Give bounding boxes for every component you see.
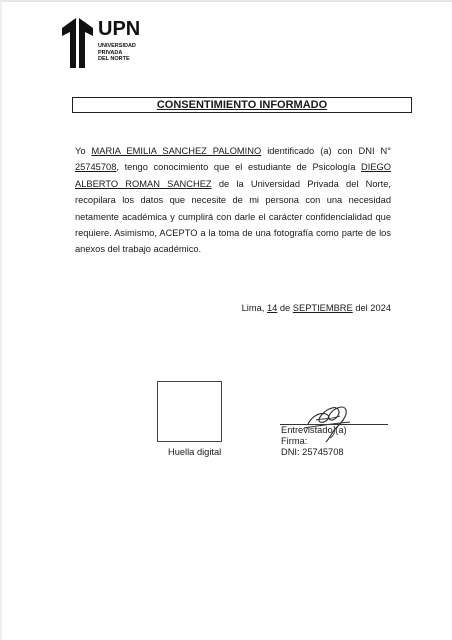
- firma-label: Firma:: [281, 436, 308, 446]
- signer-dni: DNI: 25745708: [281, 447, 344, 457]
- scan-edge-left: [0, 0, 2, 640]
- logo-brand: UPN: [98, 18, 141, 40]
- signature-block: [281, 425, 347, 458]
- consent-paragraph: [75, 143, 391, 258]
- upn-arrow-logo-icon: [62, 18, 96, 68]
- logo-subtitle: [98, 43, 158, 63]
- student-name: DIEGO ALBERTO ROMAN SANCHEZ: [75, 162, 391, 189]
- date-line: [241, 303, 391, 313]
- date-month: SEPTIEMBRE: [292, 303, 353, 313]
- participant-dni: 25745708: [75, 162, 117, 173]
- date-suffix: del 2024: [352, 303, 391, 313]
- thumbprint-label: Huella digital: [168, 447, 222, 457]
- thumbprint-box: [157, 381, 222, 442]
- title-box: [72, 97, 412, 113]
- logo-line-3: DEL NORTE: [98, 56, 130, 62]
- body-text-1: Yo: [75, 146, 92, 156]
- date-mid: de: [277, 303, 293, 313]
- signer-role: Entrevistado (a): [281, 425, 347, 435]
- scan-edge-top: [0, 0, 452, 2]
- body-text-4: de la Universidad Privada del Norte, recopilara los datos que necesite de mi persona con una necesidad netamente académica y cumplirá con darle el carácter confidencialidad que requiere. Asimismo, ACEPTO a la toma de una fotografía como parte de los anexos del trabajo académico.: [75, 178, 391, 255]
- date-day: 14: [266, 303, 278, 313]
- upn-logo: [62, 18, 182, 70]
- date-prefix: Lima,: [241, 303, 267, 313]
- participant-name: MARIA EMILIA SANCHEZ PALOMINO: [91, 146, 262, 156]
- body-text-3: , tengo conocimiento que el estudiante de Psicología: [116, 162, 362, 173]
- logo-line-2: PRIVADA: [98, 49, 123, 56]
- document-title: CONSENTIMIENTO INFORMADO: [156, 99, 328, 111]
- logo-line-1: UNIVERSIDAD: [98, 43, 136, 49]
- body-text-2: identificado (a) con DNI N°: [261, 146, 391, 156]
